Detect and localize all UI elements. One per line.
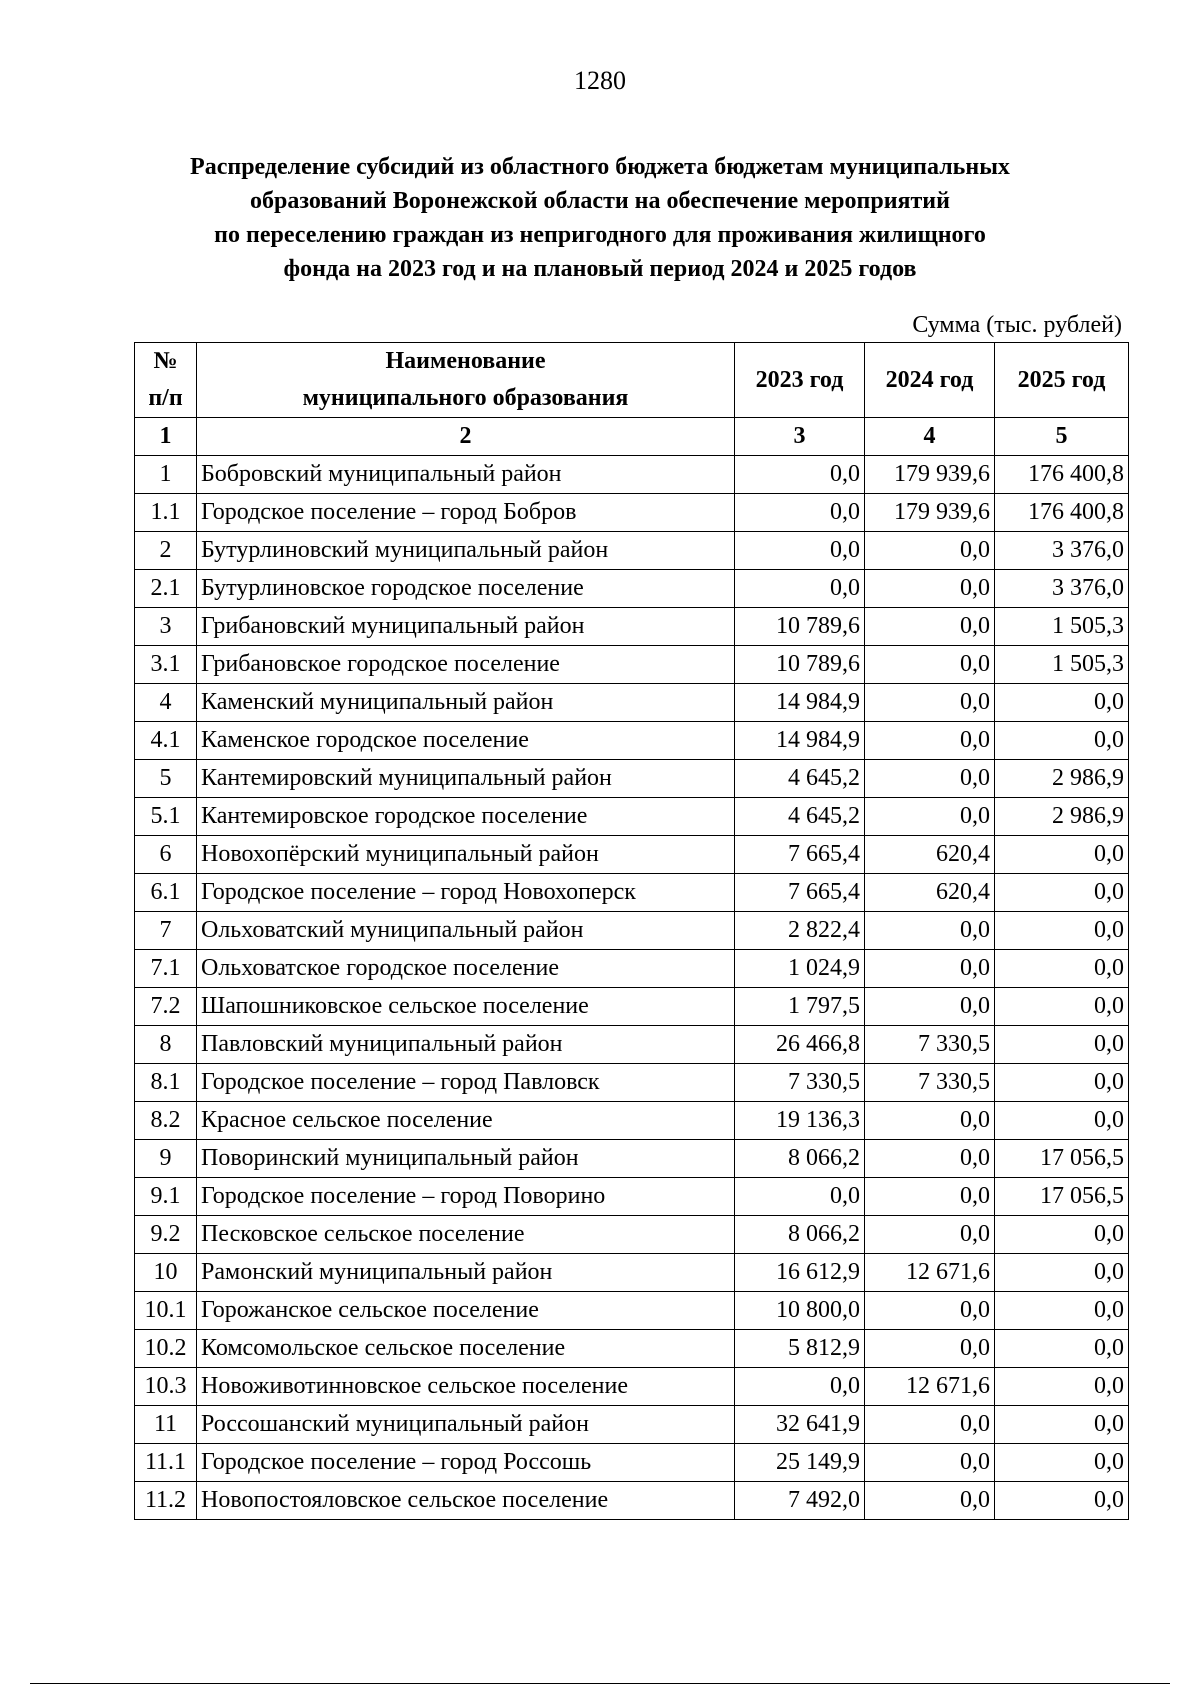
cell-num: 8 [135, 1026, 197, 1064]
title-line: Распределение субсидий из областного бюджета бюджетам муниципальных [190, 154, 1010, 180]
cell-2025: 0,0 [995, 1330, 1129, 1368]
table-row [135, 950, 1129, 988]
cell-2024: 0,0 [865, 1292, 995, 1330]
cell-name: Каменский муниципальный район [197, 684, 735, 722]
table-row [135, 836, 1129, 874]
cell-2024: 620,4 [865, 836, 995, 874]
cell-2024: 0,0 [865, 684, 995, 722]
cell-2025: 0,0 [995, 1444, 1129, 1482]
cell-name: Бобровский муниципальный район [197, 456, 735, 494]
cell-2024: 0,0 [865, 1330, 995, 1368]
cell-name: Новоживотинновское сельское поселение [197, 1368, 735, 1406]
cell-name: Городское поселение – город Павловск [197, 1064, 735, 1102]
cell-name: Комсомольское сельское поселение [197, 1330, 735, 1368]
cell-num: 1.1 [135, 494, 197, 532]
cell-2023: 0,0 [735, 532, 865, 570]
document-title [130, 150, 1070, 286]
cell-2023: 25 149,9 [735, 1444, 865, 1482]
title-line: образований Воронежской области на обеспечение мероприятий [250, 188, 950, 214]
table-row [135, 494, 1129, 532]
table-row [135, 684, 1129, 722]
cell-2023: 0,0 [735, 1368, 865, 1406]
cell-2025: 3 376,0 [995, 570, 1129, 608]
cell-2024: 0,0 [865, 1216, 995, 1254]
cell-2025: 0,0 [995, 1292, 1129, 1330]
cell-2025: 0,0 [995, 1026, 1129, 1064]
cell-2024: 0,0 [865, 1482, 995, 1520]
cell-num: 2 [135, 532, 197, 570]
cell-num: 10.2 [135, 1330, 197, 1368]
table-row [135, 1140, 1129, 1178]
cell-2024: 12 671,6 [865, 1368, 995, 1406]
cell-num: 11 [135, 1406, 197, 1444]
cell-2025: 1 505,3 [995, 646, 1129, 684]
cell-2023: 16 612,9 [735, 1254, 865, 1292]
subsidy-table [134, 342, 1129, 1520]
table-row [135, 1444, 1129, 1482]
cell-2023: 32 641,9 [735, 1406, 865, 1444]
cell-name: Рамонский муниципальный район [197, 1254, 735, 1292]
cell-name: Городское поселение – город Бобров [197, 494, 735, 532]
cell-name: Бутурлиновское городское поселение [197, 570, 735, 608]
table-row [135, 798, 1129, 836]
cell-2023: 1 797,5 [735, 988, 865, 1026]
cell-name: Новохопёрский муниципальный район [197, 836, 735, 874]
cell-num: 4.1 [135, 722, 197, 760]
table-row [135, 760, 1129, 798]
cell-2024: 0,0 [865, 722, 995, 760]
table-row [135, 1026, 1129, 1064]
cell-2024: 0,0 [865, 988, 995, 1026]
cell-2023: 14 984,9 [735, 684, 865, 722]
cell-2023: 8 066,2 [735, 1216, 865, 1254]
cell-num: 7.1 [135, 950, 197, 988]
cell-num: 6.1 [135, 874, 197, 912]
cell-num: 9.2 [135, 1216, 197, 1254]
table-row [135, 1216, 1129, 1254]
cell-2024: 0,0 [865, 1102, 995, 1140]
column-number: 2 [197, 418, 735, 456]
footer-rule [30, 1683, 1170, 1684]
cell-2023: 7 330,5 [735, 1064, 865, 1102]
column-number: 1 [135, 418, 197, 456]
cell-num: 5.1 [135, 798, 197, 836]
cell-name: Грибановский муниципальный район [197, 608, 735, 646]
table-row [135, 722, 1129, 760]
header-2025: 2025 год [995, 343, 1129, 418]
table-row [135, 1292, 1129, 1330]
cell-num: 9 [135, 1140, 197, 1178]
cell-2023: 0,0 [735, 494, 865, 532]
cell-name: Кантемировский муниципальный район [197, 760, 735, 798]
cell-2025: 0,0 [995, 1102, 1129, 1140]
cell-num: 10.3 [135, 1368, 197, 1406]
cell-name: Ольховатский муниципальный район [197, 912, 735, 950]
cell-2025: 0,0 [995, 836, 1129, 874]
cell-name: Песковское сельское поселение [197, 1216, 735, 1254]
table-row [135, 532, 1129, 570]
cell-name: Городское поселение – город Новохоперск [197, 874, 735, 912]
cell-name: Ольховатское городское поселение [197, 950, 735, 988]
page-number: 1280 [574, 66, 626, 95]
cell-name: Новопостояловское сельское поселение [197, 1482, 735, 1520]
cell-2023: 10 789,6 [735, 608, 865, 646]
table-row [135, 912, 1129, 950]
column-number: 3 [735, 418, 865, 456]
cell-2023: 8 066,2 [735, 1140, 865, 1178]
table-row [135, 988, 1129, 1026]
cell-2023: 4 645,2 [735, 798, 865, 836]
cell-num: 10 [135, 1254, 197, 1292]
cell-num: 3.1 [135, 646, 197, 684]
table-row [135, 874, 1129, 912]
cell-name: Красное сельское поселение [197, 1102, 735, 1140]
cell-num: 11.2 [135, 1482, 197, 1520]
cell-2025: 17 056,5 [995, 1140, 1129, 1178]
cell-2025: 3 376,0 [995, 532, 1129, 570]
cell-2024: 0,0 [865, 1406, 995, 1444]
cell-num: 1 [135, 456, 197, 494]
cell-2023: 0,0 [735, 1178, 865, 1216]
table-row [135, 456, 1129, 494]
title-line: по переселению граждан из непригодного для проживания жилищного [214, 222, 986, 248]
cell-2023: 4 645,2 [735, 760, 865, 798]
cell-2025: 0,0 [995, 1406, 1129, 1444]
cell-num: 7 [135, 912, 197, 950]
cell-2024: 0,0 [865, 798, 995, 836]
table-row [135, 608, 1129, 646]
cell-num: 5 [135, 760, 197, 798]
cell-name: Поворинский муниципальный район [197, 1140, 735, 1178]
cell-2024: 7 330,5 [865, 1064, 995, 1102]
cell-2024: 179 939,6 [865, 494, 995, 532]
cell-2024: 0,0 [865, 608, 995, 646]
cell-2023: 5 812,9 [735, 1330, 865, 1368]
cell-2024: 620,4 [865, 874, 995, 912]
cell-2025: 0,0 [995, 950, 1129, 988]
cell-2025: 176 400,8 [995, 494, 1129, 532]
cell-2025: 0,0 [995, 1064, 1129, 1102]
cell-2025: 0,0 [995, 1368, 1129, 1406]
cell-num: 4 [135, 684, 197, 722]
cell-2023: 1 024,9 [735, 950, 865, 988]
header-num: № п/п [135, 343, 197, 418]
table-row [135, 570, 1129, 608]
cell-2025: 17 056,5 [995, 1178, 1129, 1216]
column-number: 4 [865, 418, 995, 456]
cell-2024: 179 939,6 [865, 456, 995, 494]
cell-2025: 0,0 [995, 874, 1129, 912]
header-name: Наименование муниципального образования [197, 343, 735, 418]
table-row [135, 1064, 1129, 1102]
table-row [135, 1406, 1129, 1444]
table-row [135, 1368, 1129, 1406]
cell-2023: 10 800,0 [735, 1292, 865, 1330]
table-row [135, 1178, 1129, 1216]
cell-2024: 12 671,6 [865, 1254, 995, 1292]
cell-2024: 0,0 [865, 1178, 995, 1216]
table-row [135, 1102, 1129, 1140]
cell-2024: 0,0 [865, 950, 995, 988]
header-2024: 2024 год [865, 343, 995, 418]
cell-2023: 14 984,9 [735, 722, 865, 760]
cell-2025: 0,0 [995, 1216, 1129, 1254]
cell-2024: 0,0 [865, 1140, 995, 1178]
header-2023: 2023 год [735, 343, 865, 418]
cell-num: 8.1 [135, 1064, 197, 1102]
column-number: 5 [995, 418, 1129, 456]
cell-2024: 0,0 [865, 570, 995, 608]
table-row [135, 1254, 1129, 1292]
cell-2024: 0,0 [865, 760, 995, 798]
cell-2024: 7 330,5 [865, 1026, 995, 1064]
cell-2023: 7 665,4 [735, 836, 865, 874]
table-row [135, 1330, 1129, 1368]
cell-num: 6 [135, 836, 197, 874]
cell-2023: 7 665,4 [735, 874, 865, 912]
cell-2025: 1 505,3 [995, 608, 1129, 646]
cell-name: Шапошниковское сельское поселение [197, 988, 735, 1026]
cell-name: Городское поселение – город Поворино [197, 1178, 735, 1216]
cell-name: Грибановское городское поселение [197, 646, 735, 684]
cell-name: Россошанский муниципальный район [197, 1406, 735, 1444]
cell-name: Каменское городское поселение [197, 722, 735, 760]
cell-2025: 2 986,9 [995, 798, 1129, 836]
cell-name: Бутурлиновский муниципальный район [197, 532, 735, 570]
cell-name: Горожанское сельское поселение [197, 1292, 735, 1330]
cell-2025: 0,0 [995, 988, 1129, 1026]
cell-2025: 0,0 [995, 912, 1129, 950]
cell-2025: 0,0 [995, 1254, 1129, 1292]
table-row [135, 646, 1129, 684]
cell-2025: 0,0 [995, 722, 1129, 760]
cell-2024: 0,0 [865, 912, 995, 950]
cell-2025: 0,0 [995, 684, 1129, 722]
cell-2023: 0,0 [735, 456, 865, 494]
cell-num: 11.1 [135, 1444, 197, 1482]
cell-2024: 0,0 [865, 532, 995, 570]
cell-num: 10.1 [135, 1292, 197, 1330]
title-line: фонда на 2023 год и на плановый период 2024 и 2025 годов [283, 256, 917, 282]
cell-num: 3 [135, 608, 197, 646]
cell-2023: 26 466,8 [735, 1026, 865, 1064]
cell-num: 2.1 [135, 570, 197, 608]
cell-2023: 7 492,0 [735, 1482, 865, 1520]
cell-name: Кантемировское городское поселение [197, 798, 735, 836]
cell-num: 9.1 [135, 1178, 197, 1216]
table-row [135, 1482, 1129, 1520]
cell-2023: 19 136,3 [735, 1102, 865, 1140]
cell-name: Павловский муниципальный район [197, 1026, 735, 1064]
cell-2023: 2 822,4 [735, 912, 865, 950]
cell-name: Городское поселение – город Россошь [197, 1444, 735, 1482]
cell-num: 7.2 [135, 988, 197, 1026]
units-label: Сумма (тыс. рублей) [912, 312, 1122, 338]
cell-2024: 0,0 [865, 646, 995, 684]
cell-2023: 10 789,6 [735, 646, 865, 684]
cell-2024: 0,0 [865, 1444, 995, 1482]
table-body [135, 456, 1129, 1520]
cell-num: 8.2 [135, 1102, 197, 1140]
header-row [135, 343, 1129, 418]
cell-2025: 176 400,8 [995, 456, 1129, 494]
cell-2025: 0,0 [995, 1482, 1129, 1520]
cell-2023: 0,0 [735, 570, 865, 608]
cell-2025: 2 986,9 [995, 760, 1129, 798]
column-number-row [135, 418, 1129, 456]
